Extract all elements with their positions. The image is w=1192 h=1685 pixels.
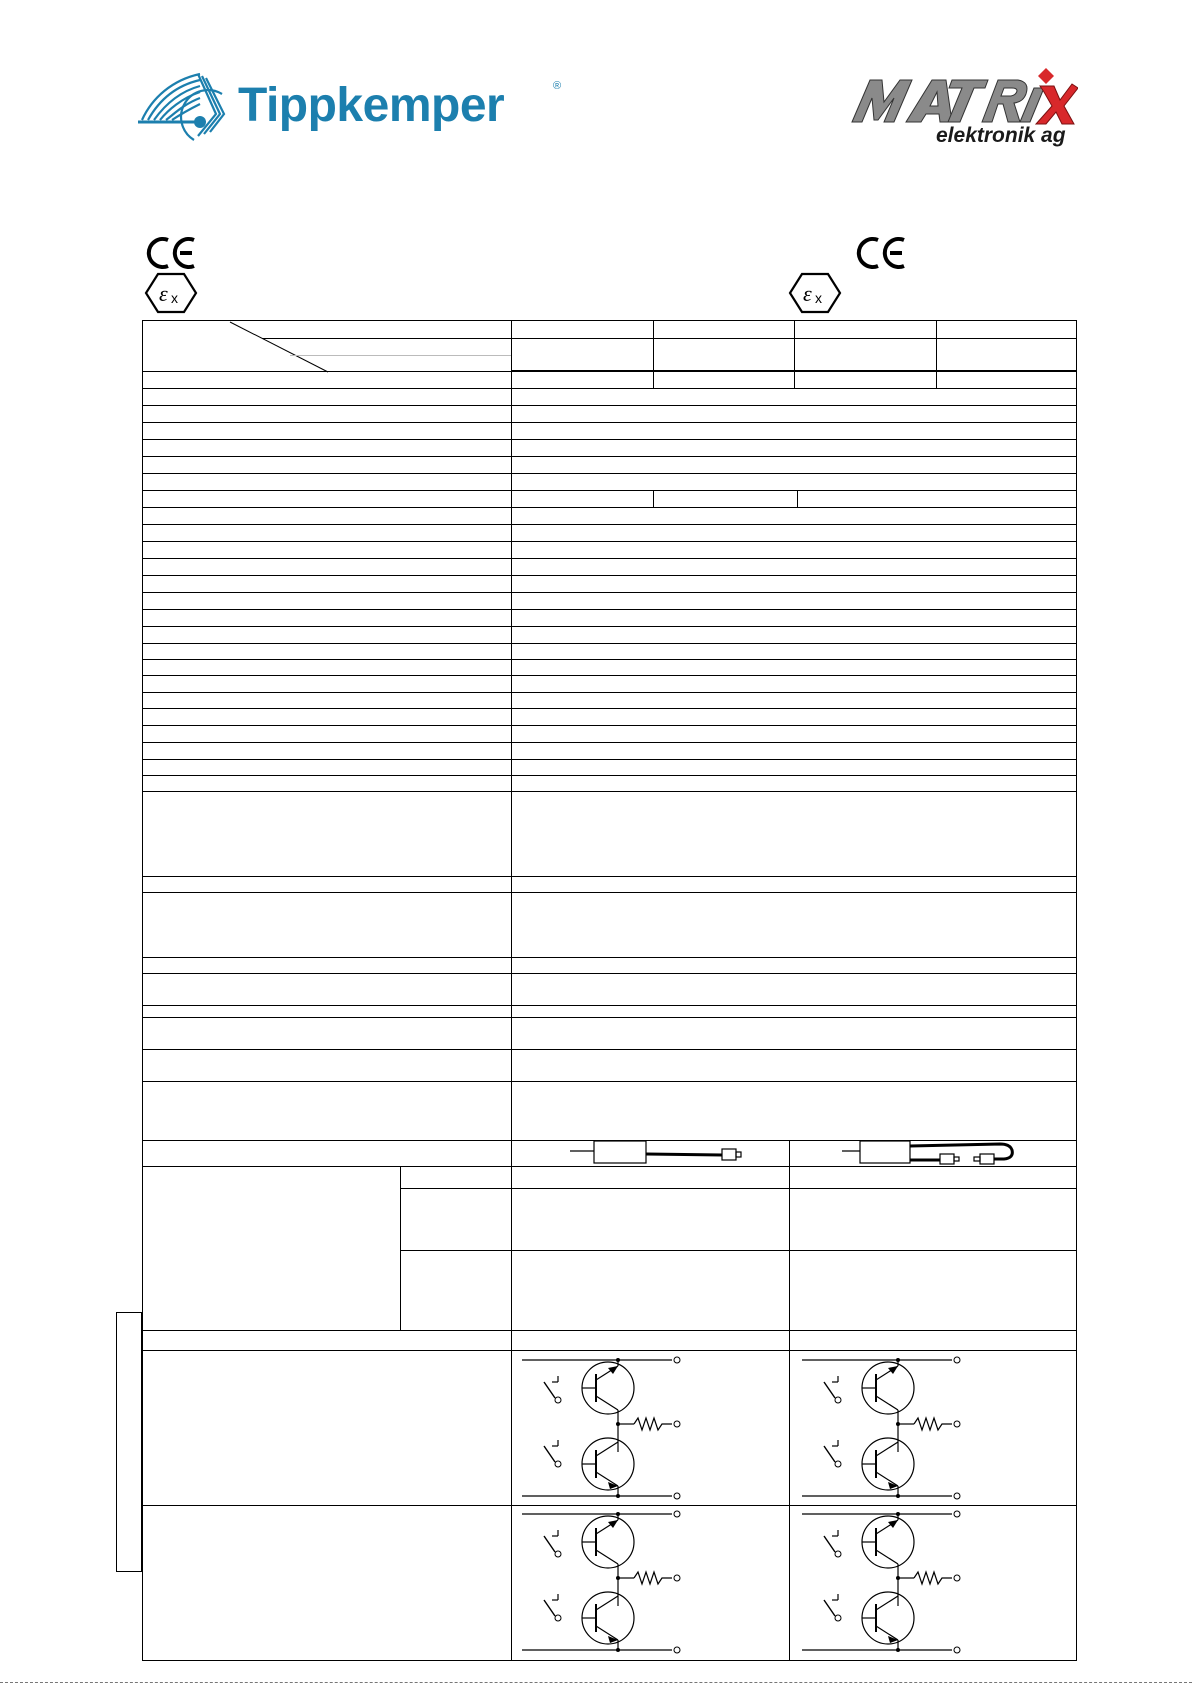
circuit-diagram-1	[522, 1357, 680, 1499]
circuit-diagram-2	[802, 1357, 960, 1499]
registered-mark: ®	[553, 80, 562, 92]
circuit-diagram-4	[802, 1511, 960, 1653]
svg-text:x: x	[815, 290, 822, 306]
svg-text:x: x	[171, 290, 178, 306]
svg-text:ε: ε	[803, 281, 812, 306]
circuit-diagram-3	[522, 1511, 680, 1653]
tippkemper-wordmark: Tippkemper	[238, 79, 505, 132]
matrix-subtitle: elektronik ag	[936, 124, 1066, 147]
svg-text:ε: ε	[159, 281, 168, 306]
